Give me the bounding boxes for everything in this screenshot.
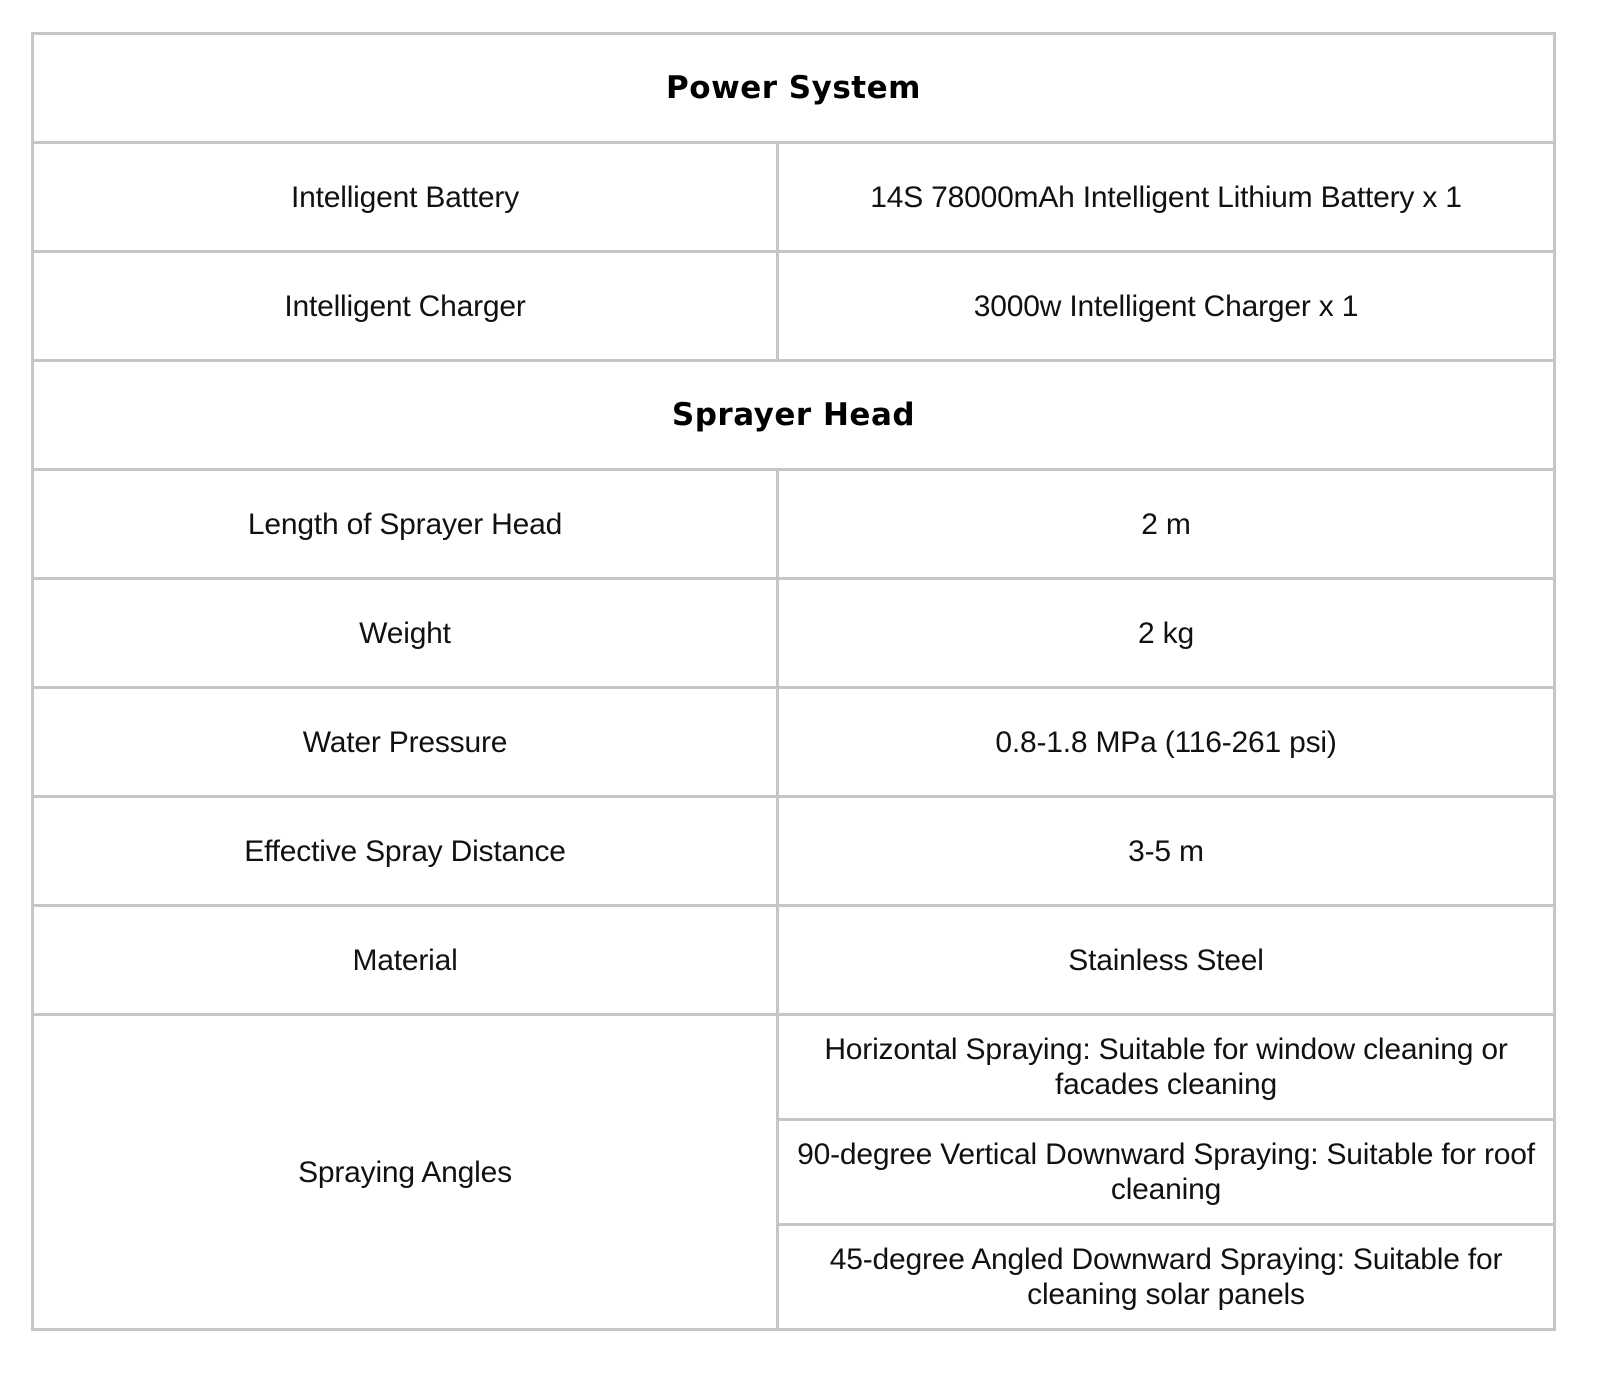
spec-label: Length of Sprayer Head	[33, 470, 778, 579]
table-row	[33, 688, 1555, 797]
table-row	[33, 252, 1555, 361]
table-row	[33, 1015, 1555, 1120]
spraying-angle-value: 45-degree Angled Downward Spraying: Suitable for cleaning solar panels	[778, 1225, 1555, 1330]
spec-value: 3-5 m	[778, 797, 1555, 906]
spraying-angle-value: Horizontal Spraying: Suitable for window cleaning or facades cleaning	[778, 1015, 1555, 1120]
section-header-row	[33, 361, 1555, 470]
spec-label: Material	[33, 906, 778, 1015]
table-row	[33, 797, 1555, 906]
specifications-table	[31, 32, 1556, 1331]
spec-value: 14S 78000mAh Intelligent Lithium Battery x 1	[778, 143, 1555, 252]
table-row	[33, 143, 1555, 252]
table-row	[33, 906, 1555, 1015]
spec-label: Intelligent Battery	[33, 143, 778, 252]
spec-label: Intelligent Charger	[33, 252, 778, 361]
spec-value: 3000w Intelligent Charger x 1	[778, 252, 1555, 361]
spec-label: Weight	[33, 579, 778, 688]
spec-value: 2 kg	[778, 579, 1555, 688]
spec-value: 0.8-1.8 MPa (116-261 psi)	[778, 688, 1555, 797]
spec-label: Effective Spray Distance	[33, 797, 778, 906]
section-title-power-system: Power System	[33, 34, 1555, 143]
table-row	[33, 470, 1555, 579]
section-title-sprayer-head: Sprayer Head	[33, 361, 1555, 470]
section-header-row	[33, 34, 1555, 143]
spec-label-spraying-angles: Spraying Angles	[33, 1015, 778, 1330]
spraying-angle-value: 90-degree Vertical Downward Spraying: Suitable for roof cleaning	[778, 1120, 1555, 1225]
spec-label: Water Pressure	[33, 688, 778, 797]
table-row	[33, 579, 1555, 688]
spec-value: 2 m	[778, 470, 1555, 579]
spec-value: Stainless Steel	[778, 906, 1555, 1015]
